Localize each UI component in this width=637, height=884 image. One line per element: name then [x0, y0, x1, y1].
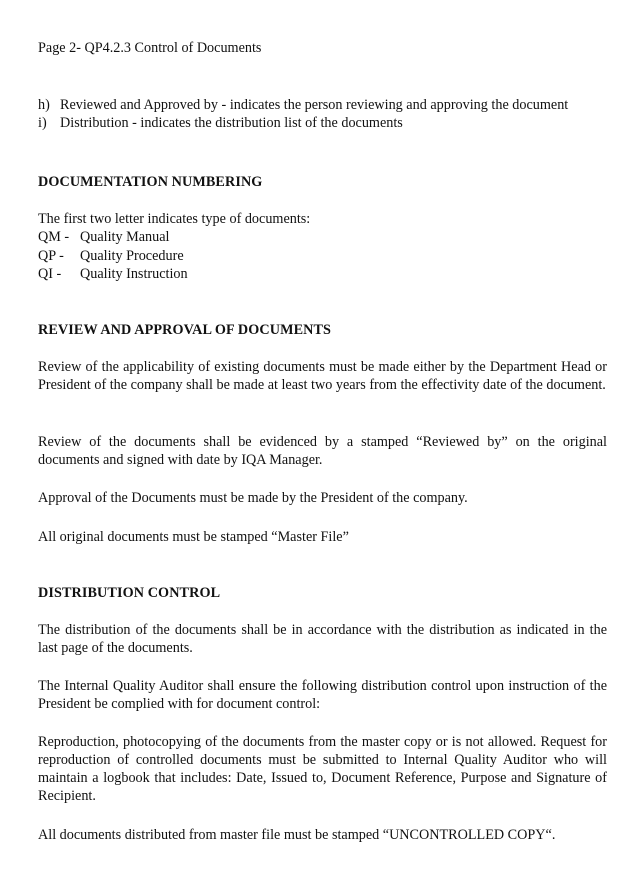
document-code-item [38, 265, 607, 284]
section-heading-review: REVIEW AND APPROVAL OF DOCUMENTS [38, 322, 332, 338]
review-paragraph: Approval of the Documents must be made by the President of the company. [38, 490, 468, 506]
document-code: QI - [38, 266, 62, 282]
definition-item [38, 96, 607, 114]
distribution-paragraph: All documents distributed from master file must be stamped “UNCONTROLLED COPY“. [38, 827, 556, 843]
section-heading-distribution: DISTRIBUTION CONTROL [38, 585, 221, 601]
definition-item [38, 114, 607, 132]
document-code-item [38, 247, 607, 266]
review-paragraph: Review of the applicability of existing documents must be made either by the Department Head or President of the company shall be made at least two years from the effectivity date of the document. [38, 359, 607, 393]
distribution-paragraph: The Internal Quality Auditor shall ensure the following distribution control upon instruction of the President be complied with for document control: [38, 678, 607, 712]
document-code-name: Quality Manual [80, 229, 170, 245]
definition-marker: h) [38, 97, 50, 113]
document-code-list [38, 228, 607, 284]
distribution-paragraph: The distribution of the documents shall be in accordance with the distribution as indicated in the last page of the documents. [38, 622, 607, 656]
document-code-name: Quality Instruction [80, 266, 188, 282]
section-heading-numbering: DOCUMENTATION NUMBERING [38, 174, 263, 190]
document-code-name: Quality Procedure [80, 247, 184, 264]
review-paragraph: All original documents must be stamped “Master File” [38, 529, 349, 545]
definition-marker: i) [38, 115, 47, 131]
page-header: Page 2- QP4.2.3 Control of Documents [38, 40, 262, 56]
distribution-paragraph: Reproduction, photocopying of the documents from the master copy or is not allowed. Request for reproduction of controlled documents must be submitted to Internal Quality Auditor who will maintain a logbook that includes: Date, Issued to, Document Reference, Purpose and Signature of Recipient. [38, 734, 607, 804]
definition-list [38, 96, 607, 132]
document-code: QP - [38, 247, 64, 264]
definition-text: Reviewed and Approved by - indicates the person reviewing and approving the document [60, 97, 569, 113]
review-paragraph: Review of the documents shall be evidenced by a stamped “Reviewed by” on the original documents and signed with date by IQA Manager. [38, 434, 607, 468]
document-code-item [38, 228, 607, 247]
document-code: QM - [38, 229, 70, 245]
definition-text: Distribution - indicates the distribution list of the documents [60, 115, 403, 131]
numbering-intro: The first two letter indicates type of documents: [38, 211, 311, 227]
